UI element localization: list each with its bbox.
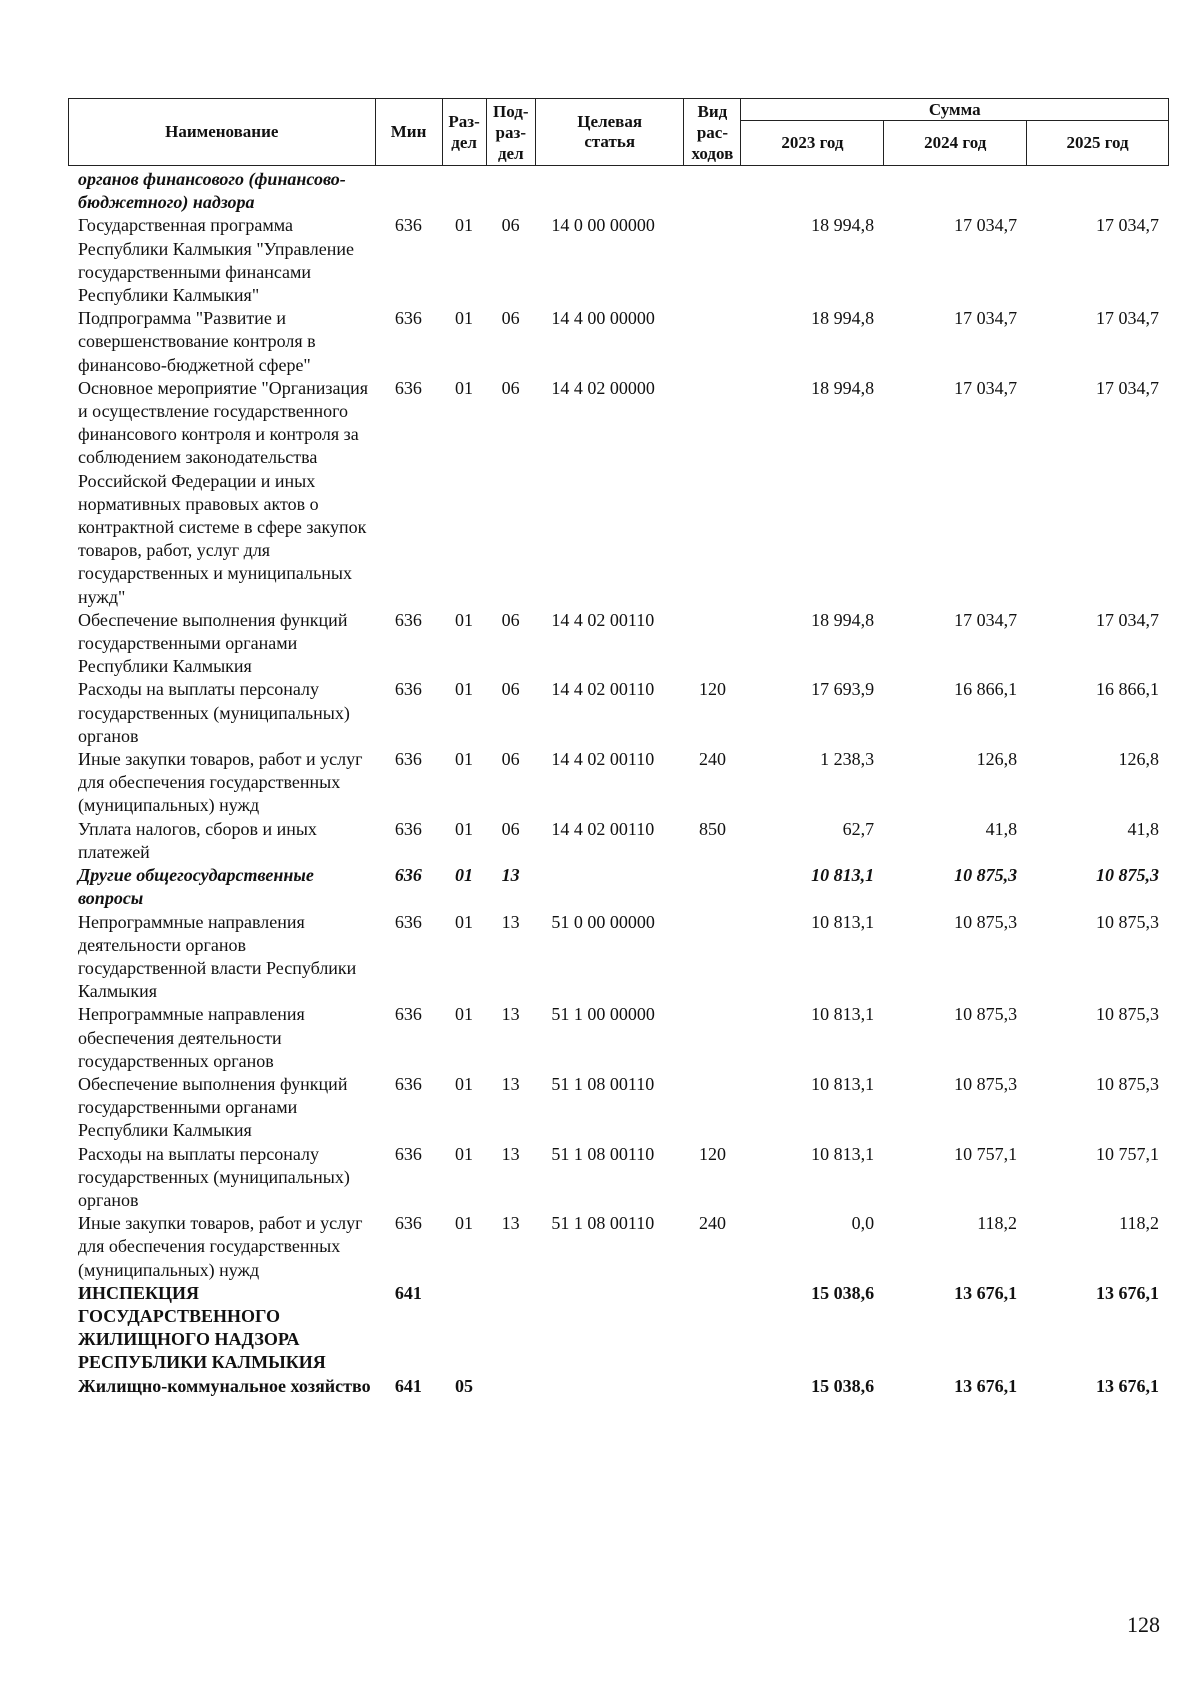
row-min: 636 — [394, 818, 422, 839]
row-sum-2023: 10 813,1 — [811, 1004, 875, 1025]
row-min: 636 — [394, 1143, 422, 1164]
row-sum-2023 — [741, 168, 884, 214]
row-vid — [684, 1003, 741, 1073]
table-row — [68, 1073, 1169, 1143]
row-target — [535, 1375, 683, 1398]
row-sum-2024: 17 034,7 — [954, 609, 1018, 630]
row-sum-2025: 17 034,7 — [1096, 377, 1159, 398]
header-2023: 2023 год — [741, 121, 884, 166]
row-sum-2023: 15 038,6 — [811, 1282, 875, 1303]
row-razdel: 01 — [454, 1073, 473, 1094]
row-podrazdel — [486, 1375, 535, 1398]
row-razdel: 01 — [454, 865, 473, 886]
row-min: 636 — [394, 1073, 422, 1094]
row-podrazdel — [486, 1282, 535, 1375]
row-name: Иные закупки товаров, работ и услуг для обеспечения государственных (муниципальных) нужд — [78, 1213, 363, 1280]
row-sum-2025: 10 875,3 — [1096, 865, 1159, 886]
row-min: 636 — [394, 609, 422, 630]
header-vid-text: Вид рас- ходов — [691, 101, 734, 163]
row-razdel: 01 — [454, 609, 473, 630]
row-podrazdel: 13 — [501, 1213, 520, 1234]
row-sum-2023: 18 994,8 — [811, 308, 875, 329]
table-row — [68, 1143, 1169, 1213]
row-sum-2024: 17 034,7 — [954, 215, 1018, 236]
table-row — [68, 168, 1169, 214]
row-sum-2023: 18 994,8 — [811, 215, 875, 236]
row-sum-2023: 18 994,8 — [811, 377, 875, 398]
row-name: Подпрограмма "Развитие и совершенствование контроля в финансово-бюджетной сфере" — [78, 308, 316, 375]
row-name: ИНСПЕКЦИЯ ГОСУДАРСТВЕННОГО ЖИЛИЩНОГО НАДЗОРА РЕСПУБЛИКИ КАЛМЫКИЯ — [78, 1282, 326, 1373]
table-row — [68, 214, 1169, 307]
row-target — [535, 1282, 683, 1375]
row-sum-2025: 10 875,3 — [1096, 1004, 1159, 1025]
row-sum-2025 — [1027, 168, 1169, 214]
row-podrazdel: 13 — [501, 1073, 520, 1094]
row-sum-2023: 10 813,1 — [811, 1143, 875, 1164]
row-sum-2025: 17 034,7 — [1096, 308, 1159, 329]
row-vid — [684, 1282, 741, 1375]
row-vid — [684, 864, 741, 910]
row-name: Расходы на выплаты персоналу государственных (муниципальных) органов — [78, 1143, 350, 1210]
row-sum-2024: 10 757,1 — [954, 1143, 1018, 1164]
table-row — [68, 818, 1169, 864]
header-razdel-text: Раз- дел — [448, 112, 480, 152]
row-razdel: 01 — [454, 911, 473, 932]
row-sum-2024: 16 866,1 — [954, 679, 1018, 700]
row-sum-2024 — [884, 168, 1027, 214]
row-sum-2024: 17 034,7 — [954, 377, 1018, 398]
row-name: Обеспечение выполнения функций государственными органами Республики Калмыкия — [78, 609, 348, 677]
row-vid — [684, 609, 741, 679]
row-razdel: 01 — [454, 1004, 473, 1025]
row-target: 51 1 08 00110 — [551, 1143, 655, 1164]
table-row — [68, 748, 1169, 818]
header-target — [536, 99, 684, 166]
row-target: 14 4 02 00000 — [551, 377, 655, 398]
row-min: 636 — [394, 749, 422, 770]
row-vid: 240 — [699, 749, 726, 770]
row-sum-2025: 16 866,1 — [1096, 679, 1159, 700]
row-podrazdel: 06 — [501, 377, 520, 398]
row-min: 641 — [394, 1282, 422, 1303]
table-row — [68, 678, 1169, 748]
row-sum-2025: 13 676,1 — [1096, 1282, 1159, 1303]
row-vid: 850 — [699, 818, 726, 839]
row-podrazdel: 13 — [501, 1143, 520, 1164]
row-sum-2025: 10 757,1 — [1096, 1143, 1159, 1164]
row-name: Иные закупки товаров, работ и услуг для обеспечения государственных (муниципальных) нужд — [78, 749, 363, 816]
row-sum-2024: 10 875,3 — [954, 911, 1018, 932]
row-name: Жилищно-коммунальное хозяйство — [78, 1375, 371, 1396]
row-sum-2023: 1 238,3 — [820, 749, 875, 770]
row-target: 51 1 00 00000 — [551, 1004, 655, 1025]
row-podrazdel: 13 — [501, 1004, 520, 1025]
row-name: органов финансового (финансово-бюджетного) надзора — [78, 169, 346, 213]
row-sum-2023: 10 813,1 — [811, 865, 875, 886]
table-row — [68, 609, 1169, 679]
header-razdel — [442, 99, 486, 166]
table-row — [68, 1212, 1169, 1282]
row-razdel: 01 — [454, 749, 473, 770]
row-sum-2023: 10 813,1 — [811, 1073, 875, 1094]
row-min: 636 — [394, 865, 422, 886]
row-razdel: 05 — [454, 1375, 473, 1396]
row-podrazdel: 06 — [501, 308, 520, 329]
row-target: 14 4 02 00110 — [551, 679, 655, 700]
row-sum-2024: 126,8 — [976, 749, 1018, 770]
row-name: Уплата налогов, сборов и иных платежей — [78, 818, 317, 862]
page-number: 128 — [1127, 1612, 1160, 1637]
row-podrazdel: 06 — [501, 818, 520, 839]
header-2024: 2024 год — [884, 121, 1027, 166]
header-podrazdel-text: Под- раз- дел — [493, 101, 529, 163]
row-vid — [684, 307, 741, 377]
row-podrazdel: 06 — [501, 215, 520, 236]
header-name: Наименование — [69, 99, 376, 166]
table-header — [68, 98, 1169, 166]
row-sum-2024: 13 676,1 — [954, 1375, 1018, 1396]
row-razdel: 01 — [454, 1213, 473, 1234]
row-sum-2025: 41,8 — [1127, 818, 1159, 839]
row-vid: 120 — [699, 679, 726, 700]
table-row — [68, 864, 1169, 910]
row-vid: 240 — [699, 1213, 726, 1234]
table-row — [68, 1375, 1169, 1398]
row-sum-2024: 118,2 — [977, 1213, 1018, 1234]
row-name: Непрограммные направления обеспечения деятельности государственных органов — [78, 1004, 305, 1071]
row-sum-2025: 13 676,1 — [1096, 1375, 1159, 1396]
row-razdel: 01 — [454, 377, 473, 398]
row-razdel: 01 — [454, 308, 473, 329]
table-row — [68, 1003, 1169, 1073]
row-min: 636 — [394, 377, 422, 398]
header-vid — [684, 99, 741, 166]
row-razdel: 01 — [454, 215, 473, 236]
row-min: 636 — [394, 911, 422, 932]
row-razdel: 01 — [454, 818, 473, 839]
row-podrazdel: 13 — [501, 911, 520, 932]
row-razdel — [442, 1282, 486, 1375]
row-sum-2023: 15 038,6 — [811, 1375, 875, 1396]
row-sum-2025: 10 875,3 — [1096, 1073, 1159, 1094]
row-podrazdel: 13 — [501, 865, 520, 886]
row-min — [375, 168, 442, 214]
row-target: 51 1 08 00110 — [551, 1073, 655, 1094]
table-row — [68, 307, 1169, 377]
row-target: 51 1 08 00110 — [551, 1213, 655, 1234]
row-sum-2023: 17 693,9 — [811, 679, 875, 700]
row-sum-2025: 118,2 — [1119, 1213, 1159, 1234]
row-podrazdel: 06 — [501, 609, 520, 630]
row-vid — [684, 214, 741, 307]
row-target: 14 4 00 00000 — [551, 308, 655, 329]
row-target: 14 4 02 00110 — [551, 749, 655, 770]
row-target: 14 4 02 00110 — [551, 818, 655, 839]
row-vid: 120 — [699, 1143, 726, 1164]
row-name: Расходы на выплаты персоналу государственных (муниципальных) органов — [78, 679, 350, 746]
row-target: 51 0 00 00000 — [551, 911, 655, 932]
row-podrazdel: 06 — [501, 679, 520, 700]
row-sum-2024: 41,8 — [985, 818, 1018, 839]
header-min: Мин — [375, 99, 442, 166]
row-razdel: 01 — [454, 679, 473, 700]
row-vid — [684, 1375, 741, 1398]
row-min: 641 — [394, 1375, 422, 1396]
row-sum-2025: 10 875,3 — [1096, 911, 1159, 932]
header-target-text: Целевая статья — [577, 112, 643, 151]
row-name: Другие общегосударственные вопросы — [78, 865, 314, 909]
row-target — [535, 168, 683, 214]
table-row — [68, 911, 1169, 1004]
row-razdel — [442, 168, 486, 214]
row-sum-2025: 17 034,7 — [1096, 215, 1159, 236]
row-vid — [684, 1073, 741, 1143]
row-sum-2023: 10 813,1 — [811, 911, 875, 932]
row-sum-2024: 10 875,3 — [954, 1073, 1018, 1094]
row-name: Основное мероприятие "Организация и осуществление государственного финансового контроля и контроля за соблюдением законодательства Российской Федерации и иных нормативных правовых актов о контрактной системе в сфере закупок товаров, работ, услуг для государственных и муниципальных нужд" — [78, 377, 369, 607]
row-min: 636 — [394, 679, 422, 700]
row-name: Государственная программа Республики Калмыкия "Управление государственными финансами Республики Калмыкия" — [78, 215, 354, 306]
row-vid — [684, 377, 741, 609]
row-sum-2024: 13 676,1 — [954, 1282, 1018, 1303]
row-sum-2024: 10 875,3 — [954, 865, 1018, 886]
row-sum-2024: 17 034,7 — [954, 308, 1018, 329]
table-row — [68, 1282, 1169, 1375]
row-target: 14 4 02 00110 — [551, 609, 655, 630]
row-vid — [684, 168, 741, 214]
row-sum-2023: 0,0 — [851, 1213, 875, 1234]
budget-table — [68, 168, 1169, 1398]
row-name: Непрограммные направления деятельности органов государственной власти Республики Калмыкия — [78, 911, 357, 1002]
header-sum: Сумма — [741, 99, 1169, 121]
row-min: 636 — [394, 308, 422, 329]
row-min: 636 — [394, 1004, 422, 1025]
row-sum-2023: 62,7 — [842, 818, 875, 839]
row-podrazdel — [486, 168, 535, 214]
row-target: 14 0 00 00000 — [551, 215, 655, 236]
row-sum-2023: 18 994,8 — [811, 609, 875, 630]
row-sum-2024: 10 875,3 — [954, 1004, 1018, 1025]
row-min: 636 — [394, 215, 422, 236]
header-podrazdel — [486, 99, 535, 166]
row-sum-2025: 126,8 — [1118, 749, 1159, 770]
row-vid — [684, 911, 741, 1004]
row-target — [535, 864, 683, 910]
table-row — [68, 377, 1169, 609]
row-razdel: 01 — [454, 1143, 473, 1164]
row-sum-2025: 17 034,7 — [1096, 609, 1159, 630]
row-podrazdel: 06 — [501, 749, 520, 770]
row-name: Обеспечение выполнения функций государственными органами Республики Калмыкия — [78, 1073, 348, 1141]
header-2025: 2025 год — [1027, 121, 1169, 166]
row-min: 636 — [394, 1213, 422, 1234]
